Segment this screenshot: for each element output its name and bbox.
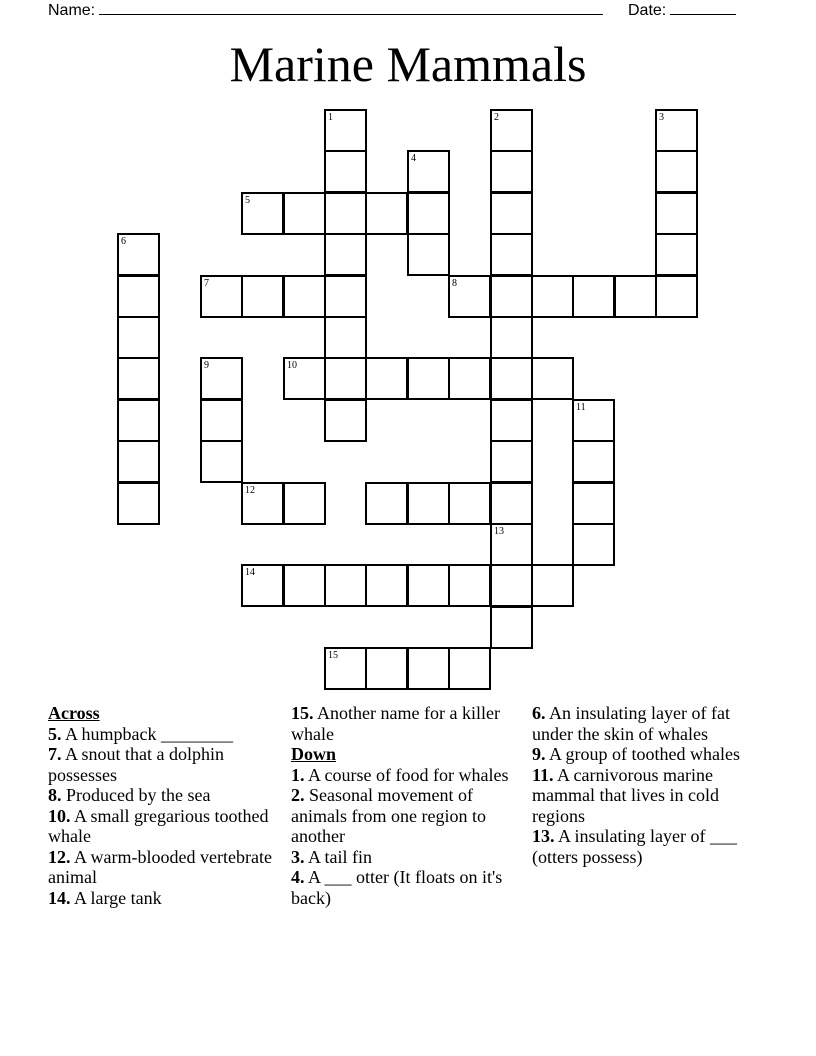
crossword-cell[interactable] [324, 192, 367, 235]
down-heading: Down [291, 744, 337, 764]
crossword-cell[interactable] [490, 482, 533, 525]
clue-item [48, 744, 288, 785]
crossword-cell[interactable] [572, 275, 615, 318]
crossword-cell[interactable] [200, 357, 243, 400]
crossword-cell[interactable] [283, 192, 326, 235]
clue-number: 14. [48, 887, 71, 908]
cell-number: 1 [328, 112, 333, 123]
crossword-cell[interactable] [365, 482, 408, 525]
clue-item [532, 826, 772, 867]
crossword-cell[interactable] [407, 357, 450, 400]
crossword-cell[interactable] [241, 564, 284, 607]
clue-item [48, 806, 288, 847]
clue-text: A ___ otter (It floats on it's back) [291, 867, 503, 908]
clue-item [48, 785, 288, 806]
crossword-cell[interactable] [655, 109, 698, 152]
crossword-cell[interactable] [324, 564, 367, 607]
cell-number: 15 [328, 650, 338, 661]
crossword-cell[interactable] [531, 564, 574, 607]
across-clue-list [48, 724, 288, 909]
clue-text: A carnivorous marine mammal that lives in cold regions [532, 764, 719, 826]
clue-number: 15. [291, 703, 314, 723]
clue-text: A warm-blooded vertebrate animal [48, 846, 272, 887]
crossword-cell[interactable] [200, 399, 243, 442]
crossword-cell[interactable] [117, 399, 160, 442]
clue-number: 13. [532, 826, 555, 846]
clues-column-3 [532, 703, 772, 867]
crossword-cell[interactable] [490, 564, 533, 607]
crossword-cell[interactable] [490, 192, 533, 235]
crossword-cell[interactable] [614, 275, 657, 318]
crossword-cell[interactable] [407, 192, 450, 235]
clue-item [532, 744, 772, 765]
crossword-cell[interactable] [407, 150, 450, 193]
clue-text: A snout that a dolphin possesses [48, 744, 225, 785]
clue-text: A course of food for whales [308, 764, 509, 785]
crossword-cell[interactable] [655, 275, 698, 318]
crossword-cell[interactable] [572, 399, 615, 442]
cell-number: 8 [452, 278, 457, 289]
crossword-cell[interactable] [324, 233, 367, 276]
clue-number: 6. [532, 703, 546, 723]
crossword-cell[interactable] [283, 564, 326, 607]
crossword-cell[interactable] [448, 647, 491, 690]
clue-item [291, 847, 529, 868]
crossword-cell[interactable] [490, 233, 533, 276]
crossword-cell[interactable] [365, 357, 408, 400]
clue-number: 2. [291, 785, 305, 805]
cell-number: 13 [494, 526, 504, 537]
crossword-cell[interactable] [283, 482, 326, 525]
crossword-cell[interactable] [531, 357, 574, 400]
crossword-cell[interactable] [117, 440, 160, 483]
crossword-cell[interactable] [448, 564, 491, 607]
crossword-cell[interactable] [490, 316, 533, 359]
clue-text: A insulating layer of ___ (otters possess) [532, 826, 737, 867]
clue-number: 8. [48, 785, 62, 805]
clues-column-1 [48, 703, 288, 908]
clue-text: Seasonal movement of animals from one region to another [291, 785, 486, 846]
crossword-cell[interactable] [407, 233, 450, 276]
crossword-cell[interactable] [117, 233, 160, 276]
clue-text: A small gregarious toothed whale [48, 805, 269, 846]
crossword-cell[interactable] [407, 647, 450, 690]
crossword-cell[interactable] [241, 275, 284, 318]
crossword-cell[interactable] [655, 233, 698, 276]
crossword-cell[interactable] [117, 482, 160, 525]
cell-number: 3 [659, 112, 664, 123]
clue-item [532, 703, 772, 744]
clue-number: 5. [48, 723, 62, 744]
across-clue-list-continued [291, 703, 529, 744]
cell-number: 9 [204, 360, 209, 371]
crossword-cell[interactable] [365, 564, 408, 607]
crossword-cell[interactable] [324, 150, 367, 193]
crossword-cell[interactable] [200, 440, 243, 483]
crossword-cell[interactable] [531, 275, 574, 318]
clues-column-2 [291, 703, 529, 908]
crossword-cell[interactable] [117, 316, 160, 359]
crossword-cell[interactable] [490, 109, 533, 152]
crossword-cell[interactable] [117, 275, 160, 318]
clue-number: 3. [291, 846, 305, 867]
clue-text: An insulating layer of fat under the skin of whales [532, 703, 730, 744]
crossword-cell[interactable] [324, 275, 367, 318]
crossword-cell[interactable] [365, 647, 408, 690]
crossword-cell[interactable] [324, 647, 367, 690]
cell-number: 2 [494, 112, 499, 123]
crossword-cell[interactable] [241, 482, 284, 525]
clue-number: 10. [48, 805, 71, 826]
crossword-cell[interactable] [241, 192, 284, 235]
crossword-cell[interactable] [407, 564, 450, 607]
crossword-cell[interactable] [572, 523, 615, 566]
cell-number: 10 [287, 360, 297, 371]
crossword-cell[interactable] [324, 399, 367, 442]
crossword-cell[interactable] [490, 440, 533, 483]
down-clue-list [291, 765, 529, 909]
crossword-cell[interactable] [490, 357, 533, 400]
crossword-cell[interactable] [283, 275, 326, 318]
clue-item [291, 703, 529, 744]
crossword-cell[interactable] [490, 275, 533, 318]
clue-text: A group of toothed whales [549, 744, 740, 764]
clue-number: 12. [48, 846, 71, 867]
crossword-cell[interactable] [117, 357, 160, 400]
crossword-cell[interactable] [324, 357, 367, 400]
clue-number: 7. [48, 744, 62, 764]
clue-number: 9. [532, 744, 546, 764]
clue-text: Produced by the sea [66, 785, 211, 805]
crossword-cell[interactable] [655, 192, 698, 235]
clue-text: A large tank [74, 887, 162, 908]
crossword-cell[interactable] [407, 482, 450, 525]
across-heading: Across [48, 703, 100, 723]
crossword-cell[interactable] [655, 150, 698, 193]
cell-number: 5 [245, 195, 250, 206]
clue-number: 4. [291, 867, 305, 887]
cell-number: 11 [576, 402, 586, 413]
crossword-cell[interactable] [572, 482, 615, 525]
clue-item [291, 765, 529, 786]
cell-number: 7 [204, 278, 209, 289]
cell-number: 4 [411, 153, 416, 164]
clue-item [48, 847, 288, 888]
crossword-cell[interactable] [448, 482, 491, 525]
clue-item [291, 785, 529, 847]
name-label: Name: [48, 2, 96, 19]
cell-number: 12 [245, 485, 255, 496]
cell-number: 6 [121, 236, 126, 247]
date-label: Date: [628, 2, 667, 19]
cell-number: 14 [245, 567, 255, 578]
clue-text: A tail fin [308, 846, 373, 867]
crossword-cell[interactable] [490, 399, 533, 442]
down-clue-list-continued [532, 703, 772, 867]
crossword-cell[interactable] [490, 606, 533, 649]
clue-item [48, 724, 288, 745]
clue-text: A humpback ________ [65, 723, 234, 744]
clue-number: 11. [532, 764, 554, 785]
crossword-cell[interactable] [448, 357, 491, 400]
clue-item [532, 765, 772, 827]
crossword-cell[interactable] [572, 440, 615, 483]
crossword-cell[interactable] [448, 275, 491, 318]
crossword-cell[interactable] [365, 192, 408, 235]
clue-item [291, 867, 529, 908]
crossword-cell[interactable] [324, 316, 367, 359]
clue-text: Another name for a killer whale [291, 703, 500, 744]
crossword-cell[interactable] [283, 357, 326, 400]
clue-number: 1. [291, 764, 305, 785]
crossword-cell[interactable] [200, 275, 243, 318]
crossword-cell[interactable] [490, 523, 533, 566]
crossword-cell[interactable] [324, 109, 367, 152]
crossword-cell[interactable] [490, 150, 533, 193]
page-title: Marine Mammals [229, 36, 587, 92]
clue-item [48, 888, 288, 909]
